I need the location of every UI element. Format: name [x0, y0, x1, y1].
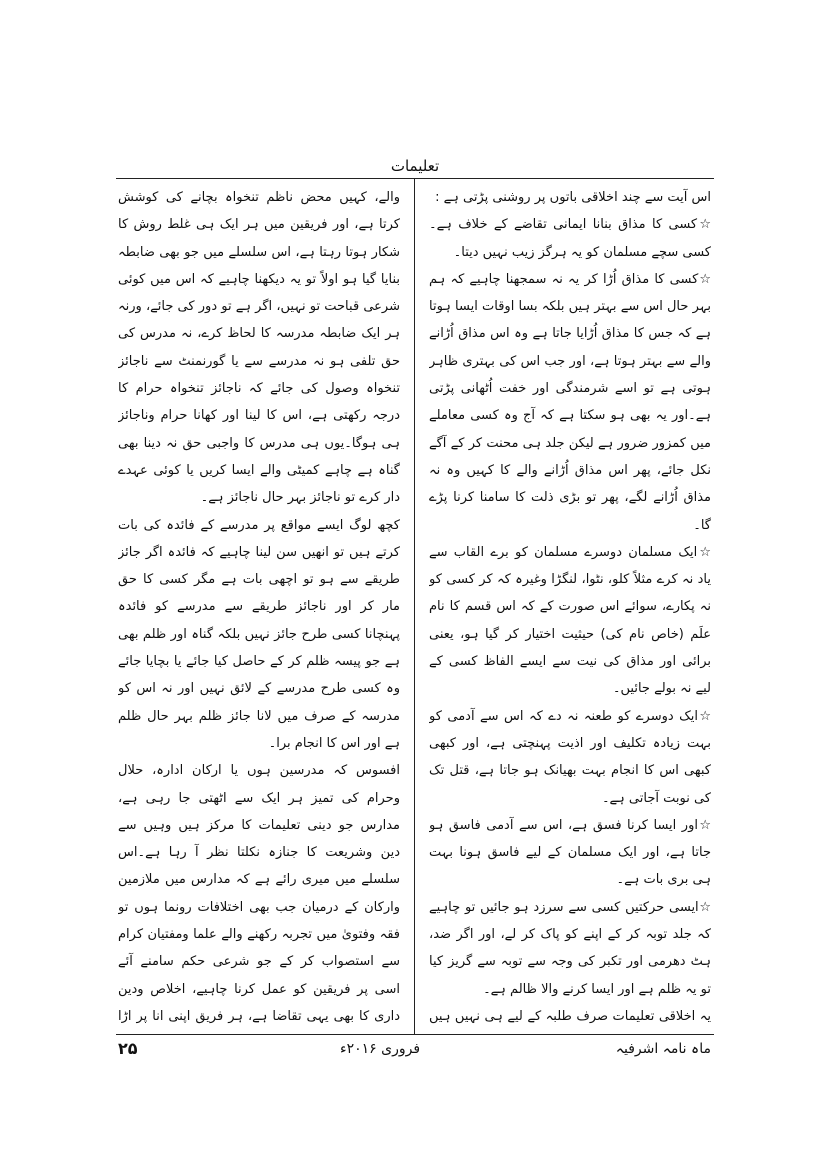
- paragraph: ☆کسی کا مذاق بنانا ایمانی تقاضے کے خلاف ہے۔کسی سچے مسلمان کو یہ ہرگز زیب نہیں دیتا۔: [429, 217, 711, 260]
- magazine-name: ماہ نامہ اشرفیہ: [615, 1041, 711, 1057]
- paragraph: اس آیت سے چند اخلاقی باتوں پر روشنی پڑتی ہے :: [435, 190, 711, 205]
- header-rule: [116, 178, 714, 179]
- column-divider: [414, 178, 415, 1034]
- running-header: تعلیمات: [390, 157, 440, 175]
- footer-rule: [116, 1034, 714, 1035]
- paragraph: ☆ایک دوسرے کو طعنہ نہ دے کہ اس سے آدمی کو بہت زیادہ تکلیف اور اذیت پہنچتی ہے، اور کبھی کبھی اس کا انجام بہت بھیانک ہو جاتا ہے، قتل تک کی نوبت آجاتی ہے۔: [429, 708, 711, 806]
- right-column: [429, 184, 711, 1024]
- paragraph: یہ اخلاقی تعلیمات صرف طلبہ کے لیے ہی نہیں ہیں: [429, 1008, 711, 1024]
- paragraph: ☆ایسی حرکتیں کسی سے سرزد ہو جائیں تو چاہیے کہ جلد توبہ کر کے اپنے کو پاک کر لے، اور اگر ضد، ہٹ دھرمی اور تکبر کی وجہ سے توبہ سے گریز کیا تو یہ ظلم ہے اور ایسا کرنے والا ظالم ہے۔: [429, 899, 711, 997]
- paragraph: والے، کہیں محض ناظم تنخواہ بچانے کی کوشش کرتا ہے، اور فریقین میں ہر ایک ہی غلط روش کا شکار ہوتا رہتا ہے، اس سلسلے میں جو بھی ضابطہ بنایا گیا ہو اولاً تو یہ دیکھنا چاہیے کہ اس میں کوئی شرعی قباحت تو نہیں، اگر ہے تو دور کی جائے، ورنہ ہر ایک ضابطہ مدرسہ کا لحاظ کرے، نہ مدرس کی حق تلفی ہو نہ مدرسے سے یا گورنمنٹ سے ناجائز تنخواہ وصول کی جائے کہ ناجائز تنخواہ حرام کا درجہ رکھتی ہے، اس کا لینا اور کھانا حرام وناجائز ہی ہوگا۔یوں ہی مدرس کا واجبی حق نہ دینا بھی گناہ ہے چاہے کمیٹی والے ایسا کریں یا کوئی عہدے دار کرے تو ناجائز بہر حال ناجائز ہے۔: [118, 190, 400, 506]
- paragraph: ☆کسی کا مذاق اُڑا کر یہ نہ سمجھنا چاہیے کہ ہم بہر حال اس سے بہتر ہیں بلکہ بسا اوقات ایسا ہوتا ہے کہ جس کا مذاق اُڑایا جاتا ہے وہ اس مذاق اُڑانے والے سے بہتر ہوتا ہے، اور جب اس کی بہتری ظاہر ہوتی ہے تو اسے شرمندگی اور خفت اُٹھانی پڑتی ہے۔اور یہ بھی ہو سکتا ہے کہ آج وہ کسی معاملے میں کمزور ضرور ہے لیکن جلد ہی محنت کر کے آگے نکل جائے، پھر اس مذاق اُڑانے والے کا کہیں وہ نہ مذاق اُڑانے لگے، پھر تو بڑی ذلت کا سامنا کرنا پڑے گا۔: [429, 271, 711, 533]
- issue-date: فروری ۲۰۱۶ء: [340, 1041, 421, 1057]
- page-number: ۲۵: [118, 1039, 138, 1058]
- left-column: [118, 184, 400, 1024]
- paragraph: ☆اور ایسا کرنا فسق ہے، اس سے آدمی فاسق ہو جاتا ہے، اور ایک مسلمان کے لیے فاسق ہونا بہت ہی بری بات ہے۔: [429, 817, 711, 888]
- paragraph: افسوس کہ مدرسین ہوں یا ارکان ادارہ، حلال وحرام کی تمیز ہر ایک سے اٹھتی جا رہی ہے، مدارس جو دینی تعلیمات کا مرکز ہیں وہیں سے دین وشریعت کا جنازہ نکلتا نظر آ رہا ہے۔اس سلسلے میں میری رائے ہے کہ مدارس میں ملازمین وارکان کے درمیان جب بھی اختلافات رونما ہوں تو فقہ وفتویٰ میں تجربہ رکھنے والے علما ومفتیان کرام سے استصواب کر کے جو شرعی حکم سامنے آئے اسی پر فریقین کو عمل کرنا چاہیے، اخلاص ودین داری کا بھی یہی تقاضا ہے، ہر فریق اپنی انا پر اڑا: [118, 763, 400, 1024]
- paragraph: کچھ لوگ ایسے مواقع پر مدرسے کے فائدہ کی بات کرتے ہیں تو انھیں سن لینا چاہیے کہ فائدہ اگر جائز طریقے سے ہو تو اچھی بات ہے مگر کسی کا حق مار کر اور ناجائز طریقے سے مدرسے کو فائدہ پہنچانا کسی طرح جائز نہیں بلکہ گناہ اور ظلم بھی ہے جو پیسہ ظلم کر کے حاصل کیا جائے یا بچایا جائے وہ کسی طرح مدرسے کے لائق نہیں اور نہ اس کو مدرسہ کے صرف میں لانا جائز ظلم بہر حال ظلم ہے اور اس کا انجام برا۔: [118, 517, 400, 751]
- paragraph: ☆ایک مسلمان دوسرے مسلمان کو برے القاب سے یاد نہ کرے مثلاً کلو، نٹوا، لنگڑا وغیرہ کہ کر کسی کو نہ پکارے، سوائے اس صورت کے کہ اس قسم کا نام علَم (خاص نام کی) حیثیت اختیار کر گیا ہو، یعنی برائی اور مذاق کی نیت سے ایسے الفاظ کسی کے لیے نہ بولے جائیں۔: [429, 544, 711, 697]
